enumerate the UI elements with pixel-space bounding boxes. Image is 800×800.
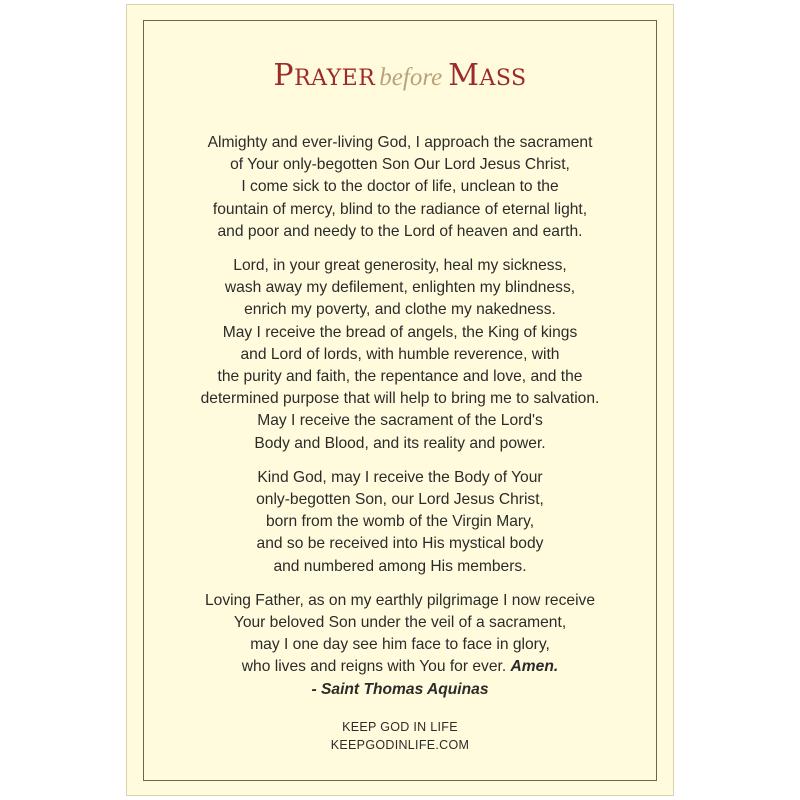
prayer-line: the purity and faith, the repentance and love, and the xyxy=(217,368,583,386)
prayer-line: born from the womb of the Virgin Mary, xyxy=(265,513,535,531)
prayer-line: and Lord of lords, with humble reverence, with xyxy=(240,345,560,363)
prayer-line: wash away my defilement, enlighten my blindness, xyxy=(224,279,576,297)
prayer-line: May I receive the bread of angels, the King of kings xyxy=(222,323,578,341)
page-title xyxy=(143,58,657,93)
prayer-line: Body and Blood, and its reality and power. xyxy=(254,434,546,452)
footer-brand: KEEP GOD IN LIFE xyxy=(342,720,458,734)
title-word-before: before xyxy=(379,64,443,91)
prayer-line: Loving Father, as on my earthly pilgrimage I now receive xyxy=(204,591,596,609)
paragraph-4 xyxy=(150,590,650,701)
title-initial-m: M xyxy=(448,58,480,93)
title-initial-p: P xyxy=(273,58,295,93)
prayer-line: determined purpose that will help to bring me to salvation. xyxy=(200,390,600,408)
amen: Amen. xyxy=(510,658,559,676)
prayer-line: Lord, in your great generosity, heal my sickness, xyxy=(233,257,567,275)
prayer-line: only-begotten Son, our Lord Jesus Christ, xyxy=(256,491,544,509)
prayer-line: fountain of mercy, blind to the radiance of eternal light, xyxy=(212,200,588,218)
prayer-line: Your beloved Son under the veil of a sacrament, xyxy=(233,614,567,632)
attribution: - Saint Thomas Aquinas xyxy=(311,680,489,698)
footer-website: KEEPGODINLIFE.COM xyxy=(330,738,470,752)
prayer-line-with-amen xyxy=(150,656,650,678)
title-word-prayer: RAYER xyxy=(294,66,376,91)
prayer-body xyxy=(150,132,650,701)
paragraph-2 xyxy=(150,255,650,455)
prayer-line: Kind God, may I receive the Body of Your xyxy=(257,468,543,486)
paragraph-3 xyxy=(150,467,650,578)
prayer-line: Almighty and ever-living God, I approach the sacrament xyxy=(207,134,593,151)
prayer-line: enrich my poverty, and clothe my nakedness. xyxy=(244,301,556,319)
prayer-line: who lives and reigns with You for ever. xyxy=(241,658,507,676)
prayer-line: and poor and needy to the Lord of heaven and earth. xyxy=(217,222,583,240)
prayer-line: may I one day see him face to face in glory, xyxy=(250,636,550,654)
prayer-line: May I receive the sacrament of the Lord's xyxy=(257,412,543,430)
footer xyxy=(150,718,650,754)
prayer-line: and numbered among His members. xyxy=(273,557,527,575)
prayer-line: I come sick to the doctor of life, unclean to the xyxy=(241,178,559,196)
title-word-mass: ASS xyxy=(479,66,527,91)
prayer-line: and so be received into His mystical body xyxy=(256,535,544,553)
prayer-line: of Your only-begotten Son Our Lord Jesus Christ, xyxy=(230,156,570,174)
paragraph-1 xyxy=(150,132,650,243)
